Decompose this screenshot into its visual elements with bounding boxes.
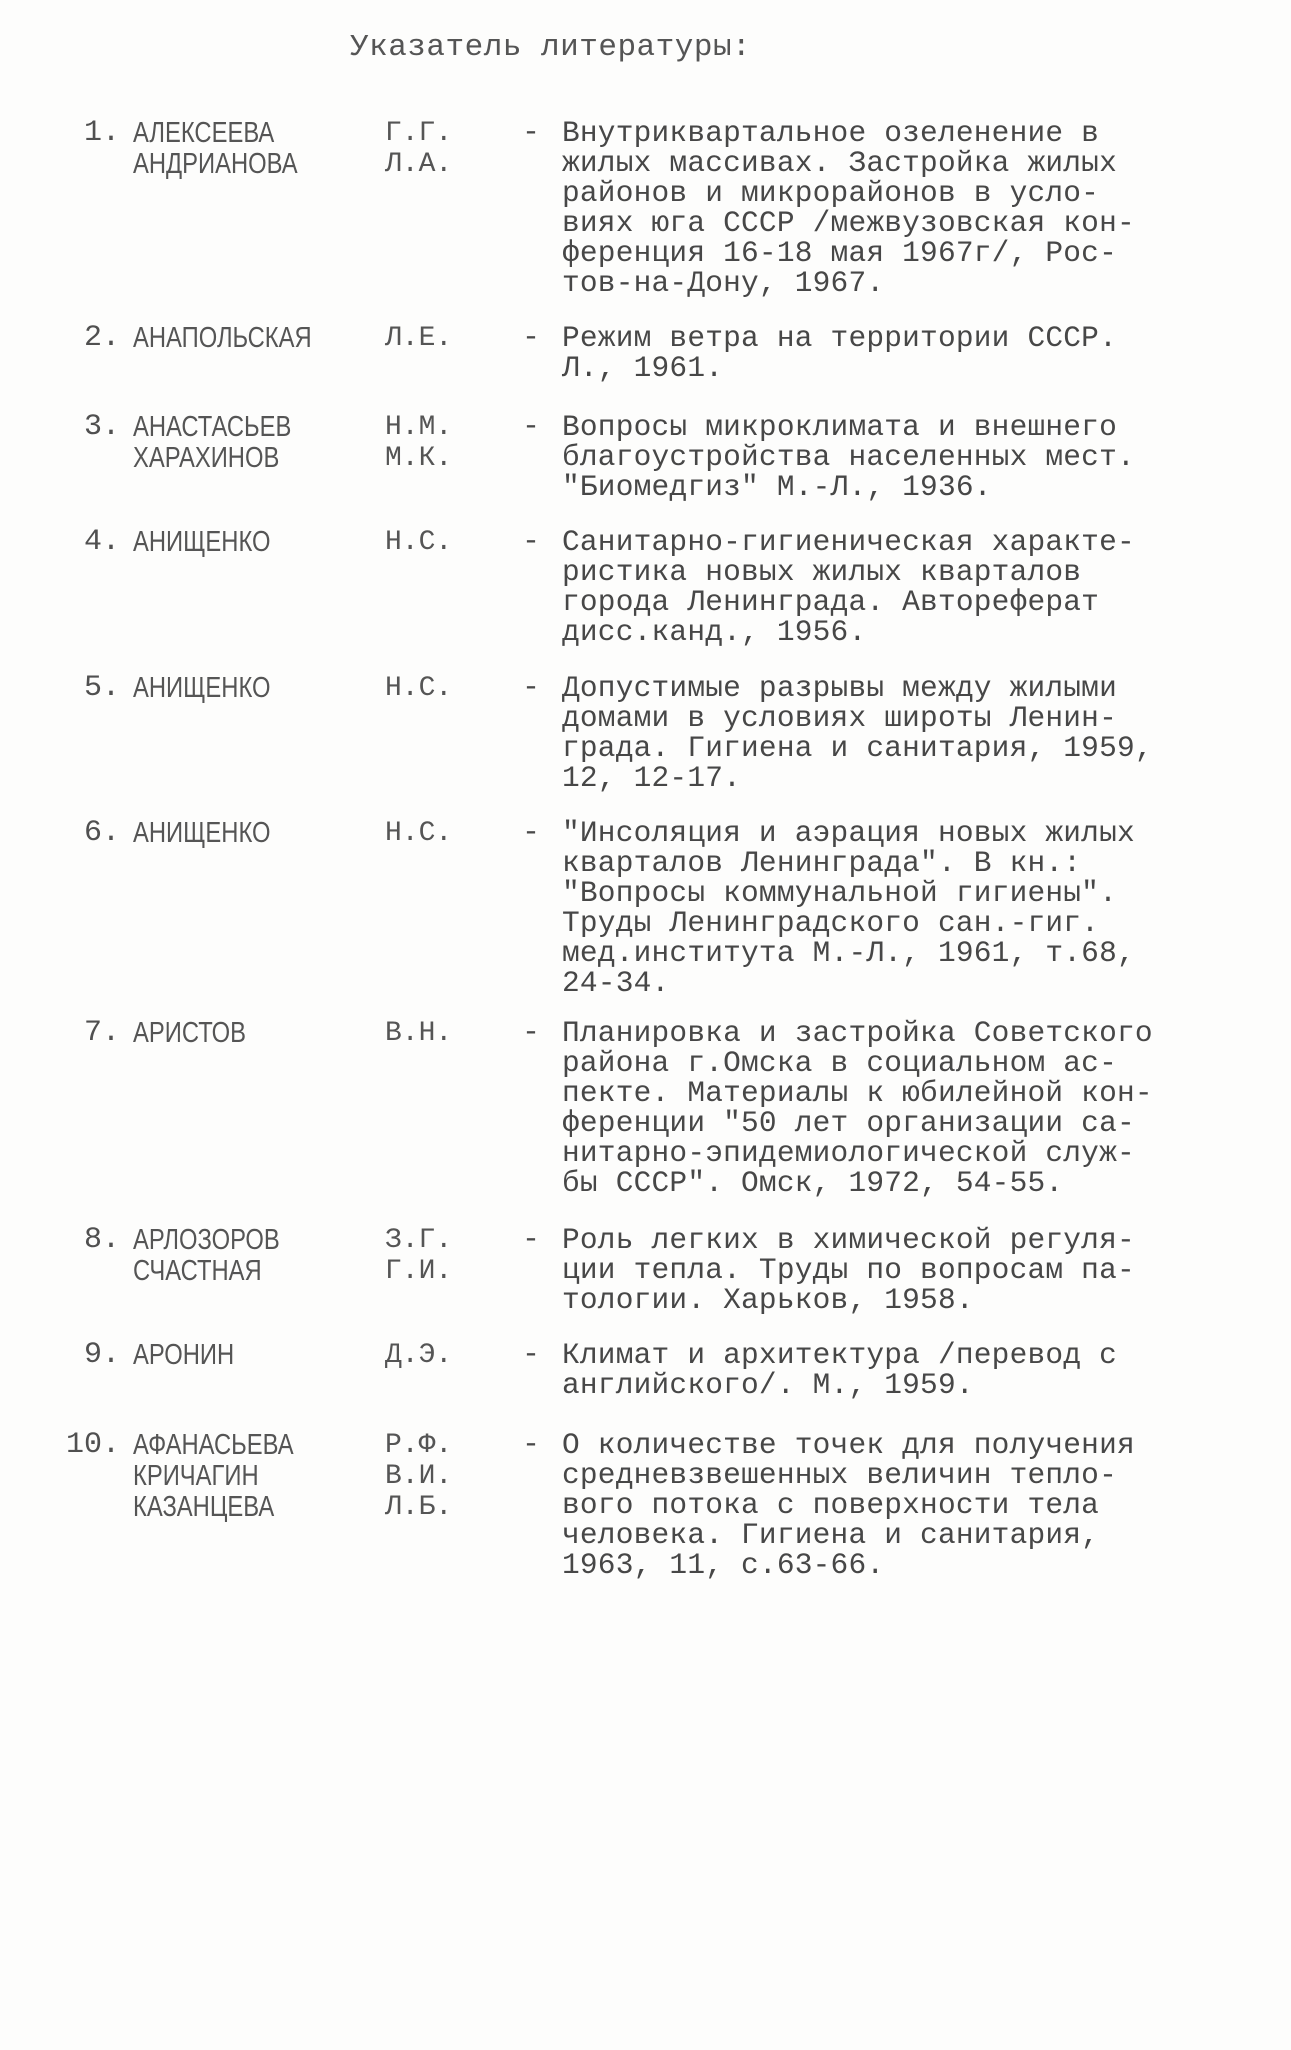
- author-surnames: [133, 323, 330, 354]
- author-initial: Л.Б.: [385, 1492, 453, 1523]
- author-initial: Н.С.: [385, 673, 453, 704]
- reference-text: Вопросы микроклимата и внешнего благоустройства населенных мест. "Биомедгиз" М.-Л., 1936.: [562, 410, 1135, 504]
- separator-dash: -: [522, 1016, 541, 1050]
- author-initial: В.Н.: [385, 1018, 453, 1049]
- author-initials: [385, 673, 495, 704]
- author-surnames: [133, 527, 330, 558]
- author-surname: КАЗАНЦЕВА: [133, 1491, 275, 1523]
- author-initial: Г.Г.: [385, 118, 453, 149]
- author-initials: [385, 1430, 495, 1523]
- author-initial: Л.Е.: [385, 323, 453, 354]
- author-surnames: [133, 1018, 330, 1049]
- entry-number: 2.: [83, 321, 120, 355]
- separator-dash: -: [522, 816, 541, 850]
- author-surnames: [133, 1225, 330, 1287]
- author-surname: АЛЕКСЕЕВА: [133, 117, 275, 149]
- separator-dash: -: [522, 1428, 541, 1462]
- entry-number: 4.: [83, 525, 120, 559]
- author-initial: Д.Э.: [385, 1340, 453, 1371]
- separator-dash: -: [522, 410, 541, 444]
- author-surname: АНИЩЕНКО: [133, 672, 271, 704]
- separator-dash: -: [522, 321, 541, 355]
- entry-number: 10.: [65, 1428, 120, 1462]
- author-surname: КРИЧАГИН: [133, 1460, 259, 1492]
- author-initial: Н.М.: [385, 412, 453, 443]
- author-initials: [385, 1340, 495, 1371]
- entry-number: 9.: [83, 1338, 120, 1372]
- reference-text: О количестве точек для получения средневзвешенных величин тепло- вого потока с поверхности тела человека. Гигиена и санитария, 1963, 11, с.63-66.: [562, 1428, 1135, 1582]
- reference-text: Допустимые разрывы между жилыми домами в условиях широты Ленин- града. Гигиена и санитария, 1959, 12, 12-17.: [562, 671, 1153, 795]
- author-initials: [385, 412, 495, 474]
- reference-text: "Инсоляция и аэрация новых жилых кварталов Ленинграда". В кн.: "Вопросы коммунальной гигиены". Труды Ленинградского сан.-гиг. мед.института М.-Л., 1961, т.68, 24-34.: [562, 816, 1135, 1000]
- separator-dash: -: [522, 1223, 541, 1257]
- separator-dash: -: [522, 1338, 541, 1372]
- author-initial: Л.А.: [385, 149, 453, 180]
- author-initial: Г.И.: [385, 1256, 453, 1287]
- page-title: Указатель литературы:: [350, 30, 752, 65]
- author-surnames: [133, 1340, 330, 1371]
- author-initials: [385, 527, 495, 558]
- author-surnames: [133, 1430, 330, 1523]
- author-surname: АРИСТОВ: [133, 1017, 247, 1049]
- author-surnames: [133, 673, 330, 704]
- author-initials: [385, 818, 495, 849]
- author-initials: [385, 1225, 495, 1287]
- author-surname: АФАНАСЬЕВА: [133, 1429, 294, 1461]
- author-surname: АНАСТАСЬЕВ: [133, 411, 292, 443]
- author-surnames: [133, 412, 330, 474]
- entry-number: 6.: [83, 816, 120, 850]
- author-surnames: [133, 118, 330, 180]
- reference-text: Санитарно-гигиеническая характе- ристика новых жилых кварталов города Ленинграда. Автореферат дисс.канд., 1956.: [562, 525, 1135, 649]
- entry-number: 3.: [83, 410, 120, 444]
- author-surname: АНАПОЛЬСКАЯ: [133, 322, 312, 354]
- entry-number: 7.: [83, 1016, 120, 1050]
- author-surname: ХАРАХИНОВ: [133, 442, 280, 474]
- reference-text: Внутриквартальное озеленение в жилых массивах. Застройка жилых районов и микрорайонов в усло- виях юга СССР /межвузовская кон- ференция 16-18 мая 1967г/, Рос- тов-на-Дону, 1967.: [562, 116, 1135, 300]
- author-initial: Н.С.: [385, 527, 453, 558]
- author-surname: СЧАСТНАЯ: [133, 1255, 262, 1287]
- author-initial: З.Г.: [385, 1225, 453, 1256]
- author-surname: АРЛОЗОРОВ: [133, 1224, 280, 1256]
- entry-number: 8.: [83, 1223, 120, 1257]
- reference-text: Климат и архитектура /перевод с английского/. М., 1959.: [562, 1338, 1117, 1402]
- author-surnames: [133, 818, 330, 849]
- separator-dash: -: [522, 525, 541, 559]
- author-initial: В.И.: [385, 1461, 453, 1492]
- entry-number: 5.: [83, 671, 120, 705]
- author-initials: [385, 323, 495, 354]
- reference-text: Режим ветра на территории СССР. Л., 1961.: [562, 321, 1117, 385]
- reference-text: Роль легких в химической регуля- ции тепла. Труды по вопросам па- тологии. Харьков, 1958.: [562, 1223, 1135, 1317]
- separator-dash: -: [522, 671, 541, 705]
- author-surname: АНИЩЕНКО: [133, 817, 271, 849]
- author-initial: Н.С.: [385, 818, 453, 849]
- separator-dash: -: [522, 116, 541, 150]
- author-initial: М.К.: [385, 443, 453, 474]
- author-initial: Р.Ф.: [385, 1430, 453, 1461]
- author-surname: АНДРИАНОВА: [133, 148, 298, 180]
- author-initials: [385, 118, 495, 180]
- reference-text: Планировка и застройка Советского района г.Омска в социальном ас- пекте. Материалы к юбилейной кон- ференции "50 лет организации са- нитарно-эпидемиологической служ- бы СССР". Омск, 1972, 54-55.: [562, 1016, 1153, 1200]
- author-initials: [385, 1018, 495, 1049]
- author-surname: АНИЩЕНКО: [133, 526, 271, 558]
- author-surname: АРОНИН: [133, 1339, 235, 1371]
- entry-number: 1.: [83, 116, 120, 150]
